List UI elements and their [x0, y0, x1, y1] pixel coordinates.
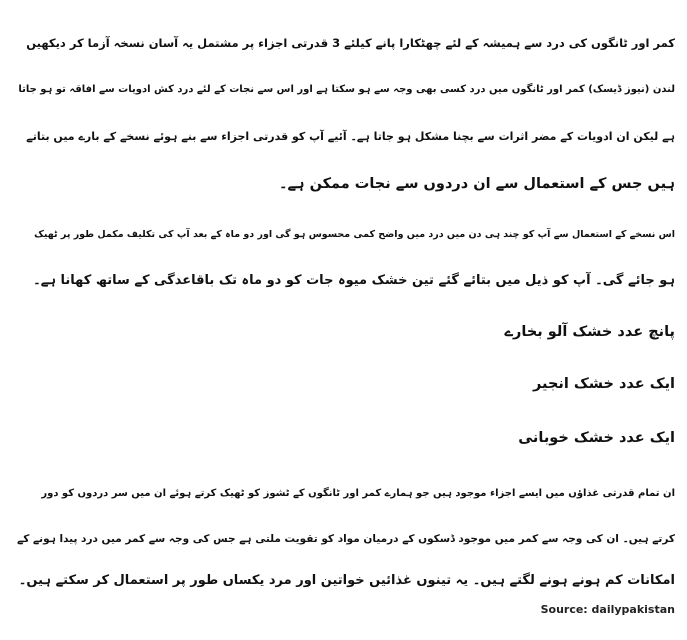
source-credit: Source: dailypakistan [540, 603, 675, 616]
paragraph-line: ہو جائے گی۔ آپ کو ذیل میں بتائے گئے تین خشک میوہ جات کو دو ماہ تک باقاعدگی کے ساتھ کھانا ہے۔ [33, 273, 675, 288]
ingredient-item: پانچ عدد خشک آلو بخارے [504, 324, 675, 340]
ingredient-item: ایک عدد خشک انجیر [533, 376, 675, 392]
paragraph-line: ہیں جس کے استعمال سے ان دردوں سے نجات ممکن ہے۔ [279, 176, 675, 192]
paragraph-line: ان تمام قدرتی غذاؤں میں ایسے اجزاء موجود ہیں جو ہمارے کمر اور ٹانگوں کے ٹشوز کو ٹھیک کرتے ہوئے ان میں سر دردوں کو دور [41, 488, 675, 499]
ingredient-item: ایک عدد خشک خوبانی [518, 430, 675, 446]
article-headline: کمر اور ٹانگوں کی درد سے ہمیشہ کے لئے چھٹکارا پانے کیلئے 3 قدرتی اجزاء پر مشتمل یہ آسان نسخہ آزما کر دیکھیں [26, 36, 675, 50]
paragraph-line: امکانات کم ہونے ہونے لگتے ہیں۔ یہ تینوں غذائیں خواتین اور مرد یکساں طور پر استعمال کر سکتے ہیں۔ [18, 573, 675, 588]
paragraph-line: اس نسخے کے استعمال سے آپ کو چند ہی دن میں درد میں واضح کمی محسوس ہو گی اور دو ماہ کے بعد آپ کی تکلیف مکمل طور پر ٹھیک [34, 229, 675, 240]
paragraph-line: کرتے ہیں۔ ان کی وجہ سے کمر میں موجود ڈسکوں کے درمیان مواد کو تقویت ملتی ہے جس کی وجہ سے کمر میں درد پیدا ہونے کے [17, 533, 675, 545]
paragraph-line: ہے لیکن ان ادویات کے مضر اثرات سے بچنا مشکل ہو جاتا ہے۔ آئیے آپ کو قدرتی اجزاء سے بنے ہوئے نسخے کے بارے میں بتاتے [26, 130, 675, 143]
paragraph-line: لندن (نیوز ڈیسک) کمر اور ٹانگوں میں درد کسی بھی وجہ سے ہو سکتا ہے اور اس سے نجات کے لئے درد کش ادویات سے افاقہ تو ہو جاتا [18, 84, 675, 95]
